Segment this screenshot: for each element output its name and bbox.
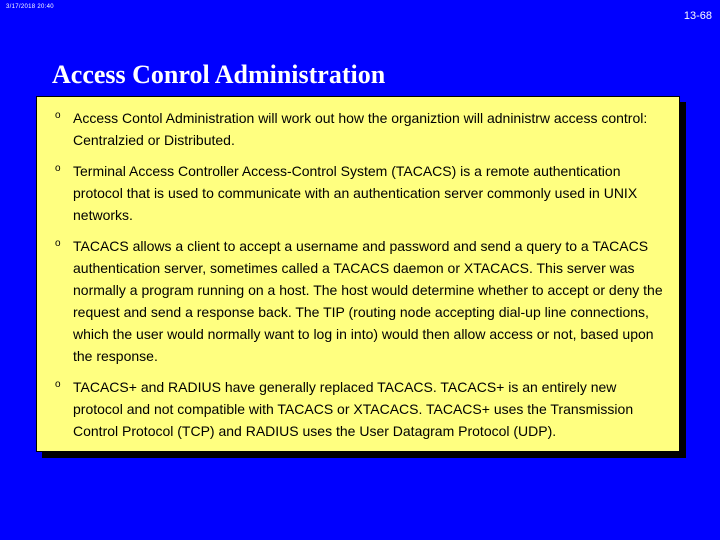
bullet-text: Access Contol Administration will work out how the organiztion will adninistrw access control: Centralzied or Distributed. — [73, 110, 648, 148]
bullet-item — [37, 235, 665, 367]
bullet-marker-icon: o — [55, 379, 61, 390]
slide-number: 13-68 — [683, 10, 712, 22]
bullet-text: TACACS allows a client to accept a username and password and send a query to a TACACS authentication server, sometimes called a TACACS daemon or XTACACS. This server was normally a program running on a host. The host would determine whether to accept or deny the request and send a response back. The TIP (routing node accepting dial-up line connections, which the user would normally want to log in into) would then allow access or not, based upon the response. — [73, 238, 663, 364]
bullet-marker-icon: o — [55, 238, 61, 249]
bullet-text: TACACS+ and RADIUS have generally replaced TACACS. TACACS+ is an entirely new protocol and not compatible with TACACS or XTACACS. TACACS+ uses the Transmission Control Protocol (TCP) and RADIUS uses the User Datagram Protocol (UDP). — [73, 379, 634, 439]
bullet-item — [37, 107, 665, 151]
bullet-text: Terminal Access Controller Access-Control System (TACACS) is a remote authentication protocol that is used to communicate with an authentication server commonly used in UNIX networks. — [73, 163, 638, 223]
slide-title: Access Conrol Administration — [52, 60, 386, 89]
bullet-marker-icon: o — [55, 163, 61, 174]
content-panel — [36, 96, 680, 452]
bullet-list — [37, 97, 679, 442]
slide-timestamp: 3/17/2018 20:40 — [6, 4, 54, 10]
bullet-item — [37, 376, 665, 442]
bullet-marker-icon: o — [55, 110, 61, 121]
bullet-item — [37, 160, 665, 226]
